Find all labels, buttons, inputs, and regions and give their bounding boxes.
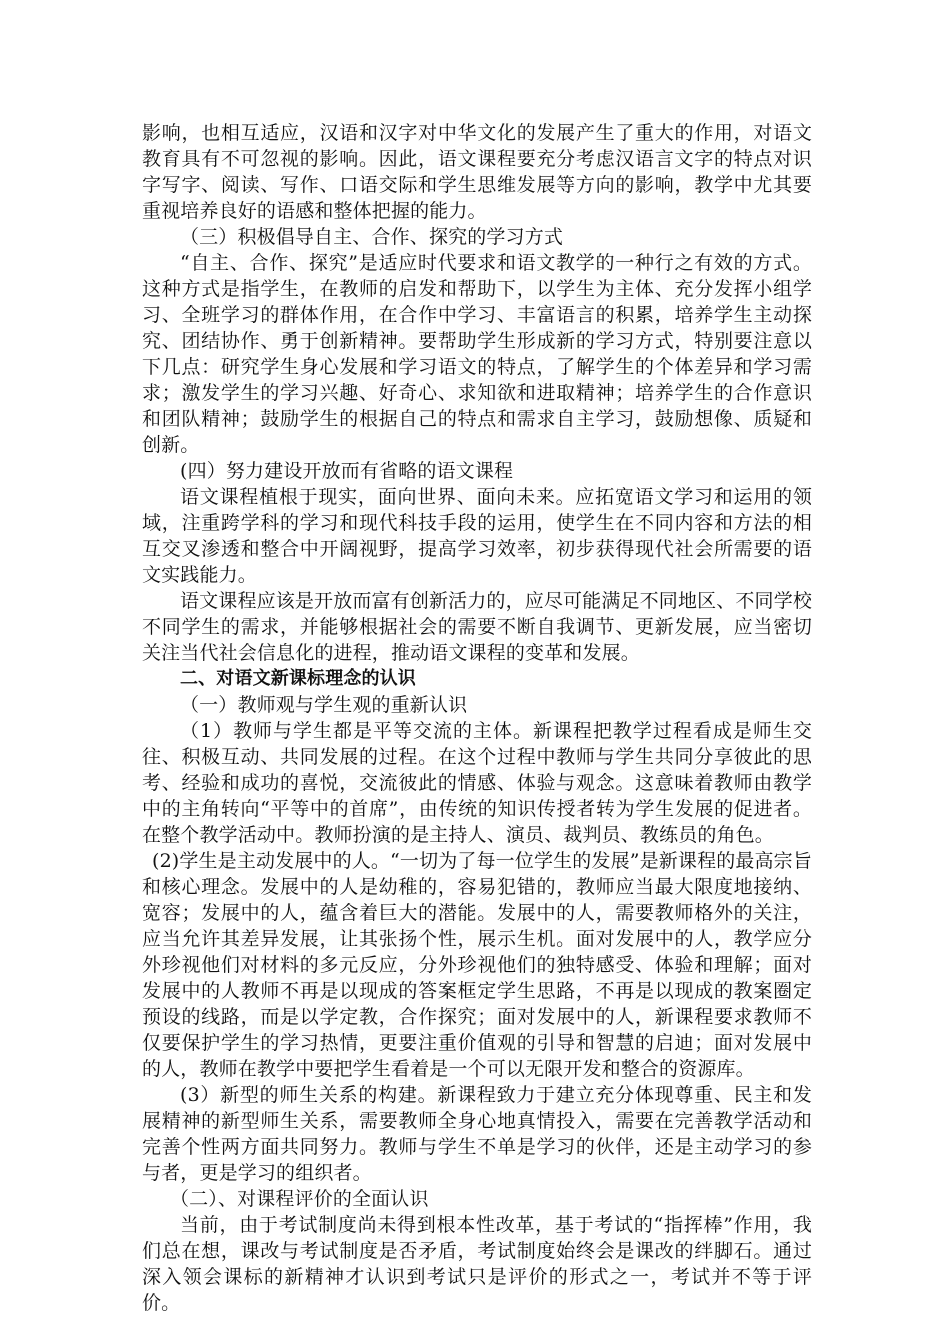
body-paragraph: 影响，也相互适应，汉语和汉字对中华文化的发展产生了重大的作用，对语文教育具有不可忽视的影响。因此，语文课程要充分考虑汉语言文字的特点对识字写字、阅读、写作、口语交际和学生思维发展等方向的影响，教学中尤其要重视培养良好的语感和整体把握的能力。 [142,122,812,222]
section-heading: （三）积极倡导自主、合作、探究的学习方式 [180,226,564,248]
section-heading: （二）、对课程评价的全面认识 [170,1188,429,1210]
body-paragraph: (3）新型的师生关系的构建。新课程致力于建立充分体现尊重、民主和发展精神的新型师生关系，需要教师全身心地真情投入，需要在完善教学活动和完善个性两方面共同努力。教师与学生不单是学习的伙伴，还是主动学习的参与者，更是学习的组织者。 [142,1084,812,1184]
body-paragraph: 语文课程应该是开放而富有创新活力的，应尽可能满足不同地区、不同学校不同学生的需求，并能够根据社会的需要不断自我调节、更新发展，应当密切关注当代社会信息化的进程，推动语文课程的变革和发展。 [142,590,812,664]
document-body [142,120,812,1316]
section-heading: (四）努力建设开放而有省略的语文课程 [180,460,514,482]
body-paragraph: “自主、合作、探究”是适应时代要求和语文教学的一种行之有效的方式。这种方式是指学生，在教师的启发和帮助下，以学生为主体、充分发挥小组学习、全班学习的群体作用，在合作中学习、丰富语言的积累，培养学生主动探究、团结协作、勇于创新精神。要帮助学生形成新的学习方式，特别要注意以下几点：研究学生身心发展和学习语文的特点，了解学生的个体差异和学习需求；激发学生的学习兴趣、好奇心、求知欲和进取精神；培养学生的合作意识和团队精神；鼓励学生的根据自己的特点和需求自主学习，鼓励想像、质疑和创新。 [142,252,812,456]
body-paragraph: 语文课程植根于现实，面向世界、面向未来。应拓宽语文学习和运用的领域，注重跨学科的学习和现代科技手段的运用，使学生在不同内容和方法的相互交叉渗透和整合中开阔视野，提高学习效率，初步获得现代社会所需要的语文实践能力。 [142,486,812,586]
body-paragraph: （1）教师与学生都是平等交流的主体。新课程把教学过程看成是师生交往、积极互动、共同发展的过程。在这个过程中教师与学生共同分享彼此的思考、经验和成功的喜悦，交流彼此的情感、体验与观念。这意味着教师由教学中的主角转向“平等中的首席”，由传统的知识传授者转为学生发展的促进者。在整个教学活动中。教师扮演的是主持人、演员、裁判员、教练员的角色。 [142,720,812,846]
section-heading: （一）教师观与学生观的重新认识 [180,694,468,716]
chapter-heading: 二、对语文新课标理念的认识 [180,668,416,689]
body-paragraph: (2)学生是主动发展中的人。“一切为了每一位学生的发展”是新课程的最高宗旨和核心理念。发展中的人是幼稚的，容易犯错的，教师应当最大限度地接纳、宽容；发展中的人，蕴含着巨大的潜能。发展中的人，需要教师格外的关注，应当允许其差异发展，让其张扬个性，展示生机。面对发展中的人，教学应分外珍视他们对材料的多元反应，分外珍视他们的独特感受、体验和理解；面对发展中的人教师不再是以现成的答案框定学生思路，不再是以现成的教案圈定预设的线路，而是以学定教，合作探究；面对发展中的人，新课程要求教师不仅要保护学生的学习热情，更要注重价值观的引导和智慧的启迪；面对发展中的人，教师在教学中要把学生看着是一个可以无限开发和整合的资源库。 [142,850,812,1080]
body-paragraph: 当前，由于考试制度尚未得到根本性改革，基于考试的“指挥棒”作用，我们总在想，课改与考试制度是否矛盾，考试制度始终会是课改的绊脚石。通过深入领会课标的新精神才认识到考试只是评价的形式之一，考试并不等于评价。 [142,1214,812,1314]
